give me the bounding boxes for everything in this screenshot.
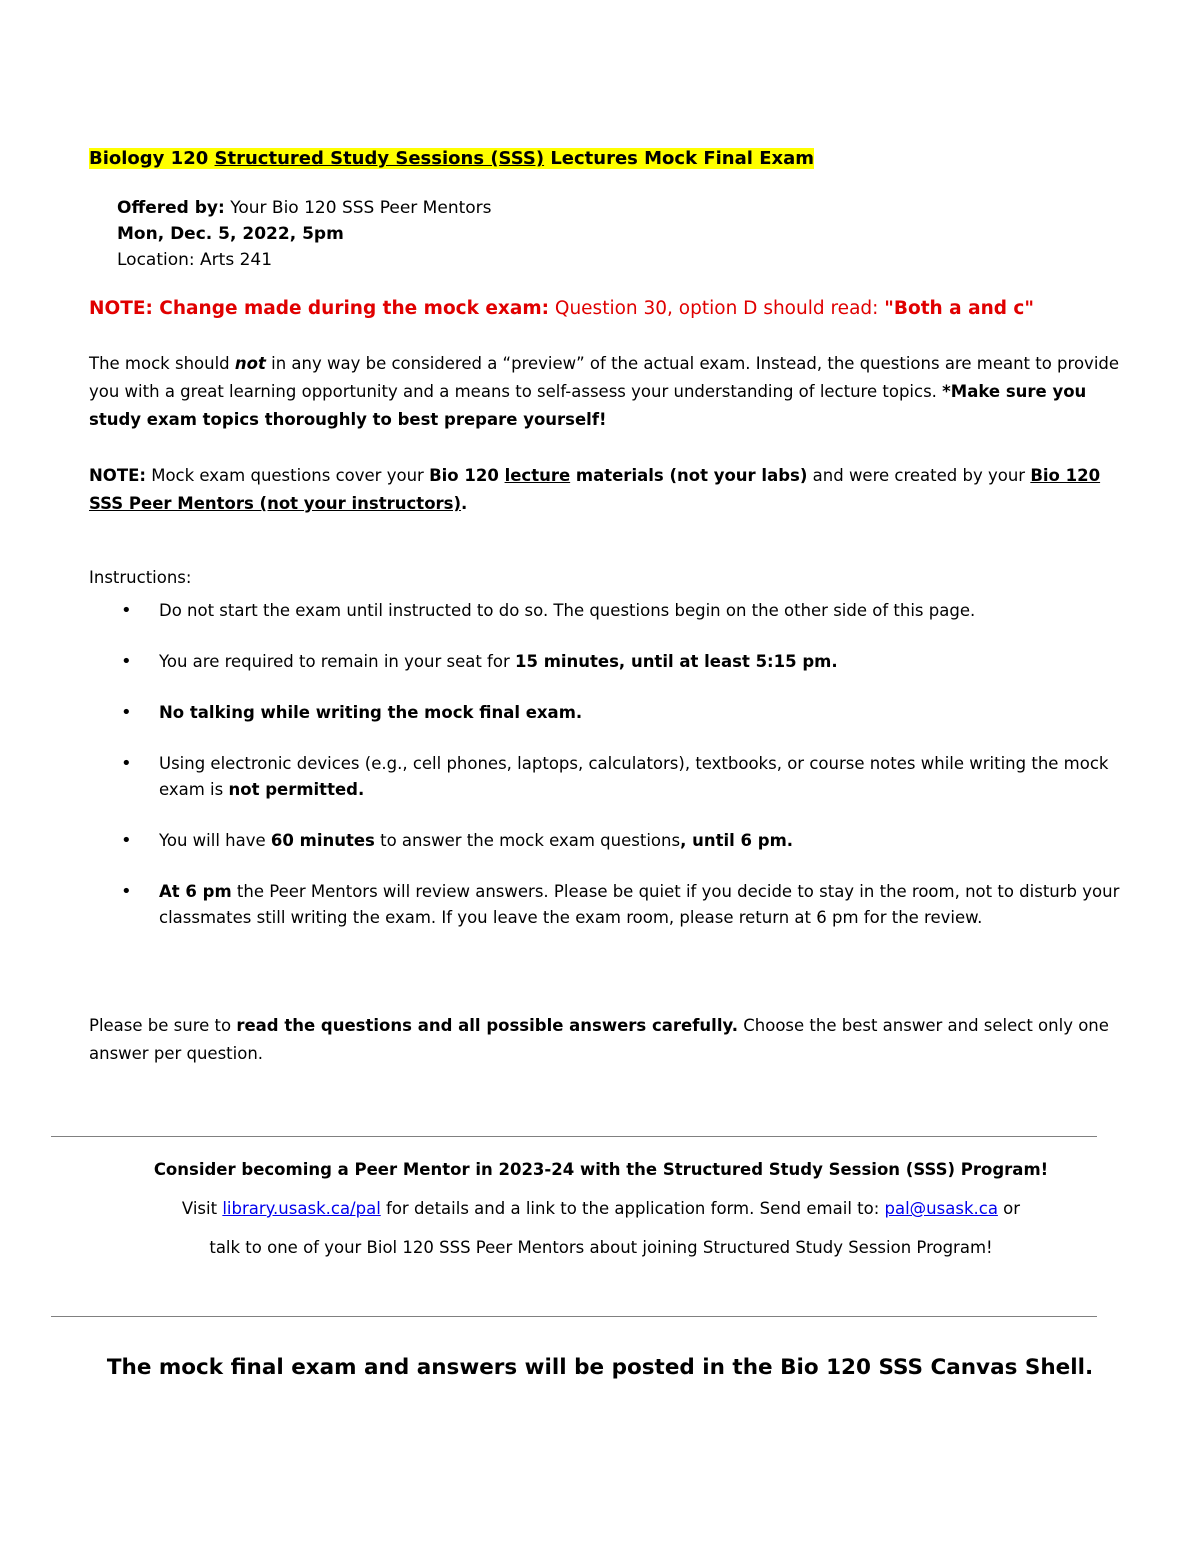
- exam-location: Location: Arts 241: [117, 250, 273, 270]
- list-item: [89, 700, 1129, 726]
- intro-text-2: in any way be considered a “preview” of the actual exam. Instead, the questions are meant to provide you with a great learning opportunity and a means to self-assess your understanding of lecture topics.: [89, 354, 1120, 401]
- lecture-note-text-1: Mock exam questions cover your: [145, 466, 430, 485]
- change-note: [89, 298, 1034, 319]
- lecture-note-bio: Bio 120: [429, 466, 505, 485]
- lecture-note-mentors: Bio 120 SSS Peer Mentors (not your instructors): [89, 466, 1101, 513]
- title-part1: Biology 120: [89, 148, 215, 169]
- change-note-label: NOTE: Change made during the mock exam:: [89, 298, 549, 319]
- closing-text-2: Choose the best answer and select only one answer per question.: [89, 1016, 1109, 1063]
- intro-text-1: The mock should: [89, 354, 235, 373]
- bullet-bold: No talking while writing the mock final exam.: [159, 703, 583, 722]
- intro-bold: *Make sure you study exam topics thoroughly to best prepare yourself!: [89, 382, 1087, 429]
- document-title: [89, 148, 814, 169]
- bullet-text: You will have: [159, 831, 271, 850]
- bullet-bold: , until 6 pm.: [680, 831, 794, 850]
- bullet-bold: 60 minutes: [270, 831, 375, 850]
- lecture-note: [89, 462, 1129, 518]
- title-part2: Structured Study Sessions (SSS): [214, 148, 545, 169]
- bullet-text: to answer the mock exam questions: [374, 831, 681, 850]
- bullet-bold: 15 minutes, until at least 5:15 pm.: [514, 652, 838, 671]
- closing-text-1: Please be sure to: [89, 1016, 237, 1035]
- lecture-note-lecture: lecture: [504, 466, 571, 485]
- list-item: [89, 828, 1129, 854]
- exam-date: [117, 221, 492, 247]
- promo-mid: for details and a link to the application form. Send email to:: [380, 1199, 885, 1218]
- offered-label: Offered by:: [117, 198, 225, 218]
- list-item: [89, 879, 1129, 931]
- bullet-text: Do not start the exam until instructed to do so. The questions begin on the other side of this page.: [159, 601, 976, 620]
- list-item: [89, 751, 1129, 803]
- intro-paragraph: [89, 350, 1129, 434]
- divider-bottom: [51, 1316, 1097, 1317]
- list-item: [89, 598, 1129, 624]
- bullet-text: You are required to remain in your seat for: [159, 652, 515, 671]
- promo-visit: Visit: [181, 1199, 223, 1218]
- bullet-text: Using electronic devices (e.g., cell phones, laptops, calculators), textbooks, or course notes while writing the mock exam is: [159, 754, 1109, 799]
- promo-heading: [51, 1160, 1151, 1179]
- offered-by-line: [117, 195, 492, 221]
- closing-paragraph: [89, 1012, 1129, 1068]
- promo-visit-line: [51, 1199, 1151, 1218]
- bullet-bold: not permitted.: [228, 780, 365, 799]
- instructions-list: [89, 598, 1129, 931]
- intro-not: not: [234, 354, 266, 373]
- divider-top: [51, 1136, 1097, 1137]
- closing-bold: read the questions and all possible answers carefully.: [236, 1016, 738, 1035]
- pal-website-link[interactable]: library.usask.ca/pal: [222, 1199, 381, 1218]
- instructions-heading: Instructions:: [89, 568, 192, 587]
- exam-date-text: Mon, Dec. 5, 2022, 5pm: [117, 224, 344, 244]
- lecture-note-end: .: [461, 494, 468, 513]
- pal-email-link[interactable]: pal@usask.ca: [884, 1199, 998, 1218]
- list-item: [89, 649, 1129, 675]
- change-note-text: Question 30, option D should read:: [549, 298, 885, 319]
- offered-value: Your Bio 120 SSS Peer Mentors: [224, 198, 492, 218]
- change-note-quote: "Both a and c": [884, 298, 1035, 319]
- lecture-note-label: NOTE:: [89, 466, 146, 485]
- title-highlight: [89, 148, 814, 169]
- final-line: The mock final exam and answers will be posted in the Bio 120 SSS Canvas Shell.: [106, 1355, 1094, 1380]
- title-part3: Lectures Mock Final Exam: [544, 148, 815, 169]
- offered-block: [117, 195, 492, 273]
- lecture-note-materials: materials (not your labs): [570, 466, 808, 485]
- promo-heading-text: Consider becoming a Peer Mentor in 2023-24 with the Structured Study Session (SSS) Program!: [153, 1160, 1049, 1179]
- lecture-note-text-2: and were created by your: [807, 466, 1031, 485]
- bullet-text: the Peer Mentors will review answers. Please be quiet if you decide to stay in the room, not to disturb your classmates still writing the exam. If you leave the exam room, please return at 6 pm for the review.: [159, 882, 1120, 927]
- bullet-bold: At 6 pm: [159, 882, 232, 901]
- promo-line3: talk to one of your Biol 120 SSS Peer Mentors about joining Structured Study Session Program!: [209, 1238, 993, 1257]
- promo-or: or: [997, 1199, 1021, 1218]
